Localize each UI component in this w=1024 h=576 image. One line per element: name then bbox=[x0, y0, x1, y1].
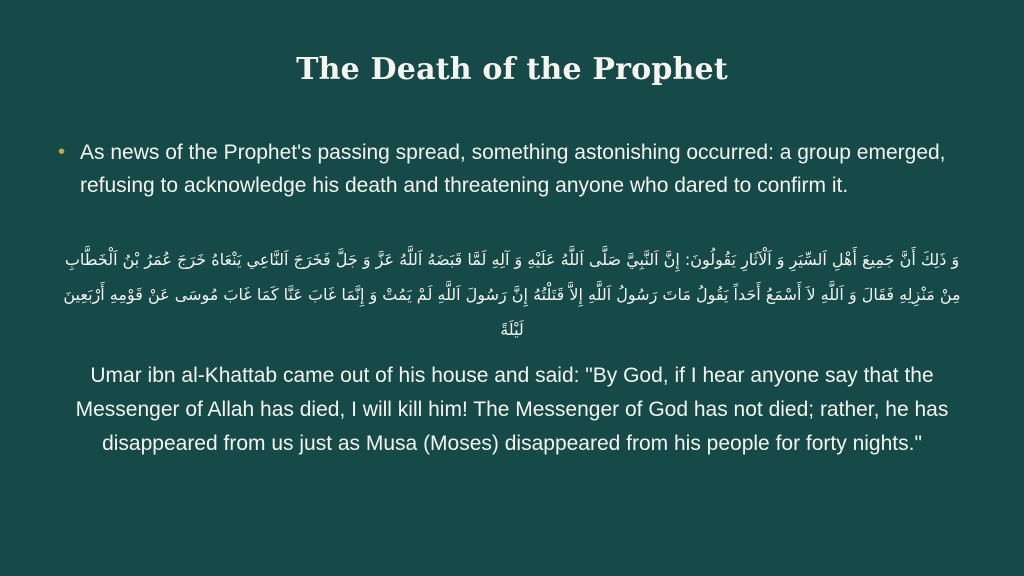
slide-title: The Death of the Prophet bbox=[296, 52, 728, 87]
english-translation: Umar ibn al-Khattab came out of his house and said: "By God, if I hear anyone say that the Messenger of Allah has died, I will kill him! The Messenger of God has not died; rather, he has disappeared from us just as Musa (Moses) disappeared from his people for forty nights." bbox=[75, 364, 949, 455]
arabic-quote: وَ ذَلِكَ أَنَّ جَمِيعَ أَهْلِ اَلسِّيَرِ وَ اَلْآثَارِ يَقُولُونَ: إِنَّ اَلنَّبِيَّ صَلَّى اَللَّهُ عَلَيْهِ وَ آلِهِ لَمَّا قَبَضَهُ اَللَّهُ عَزَّ وَ جَلَّ فَخَرَجَ اَلنَّاعِي يَنْعَاهُ خَرَجَ عُمَرُ بْنُ اَلْخَطَّابِ مِنْ مَنْزِلِهِ فَقَالَ وَ اَللَّهِ لاَ أَسْمَعُ أَحَداً يَقُولُ مَاتَ رَسُولُ اَللَّهِ إِلاَّ قَتَلْتُهُ إِنَّ رَسُولَ اَللَّهِ لَمْ يَمُتْ وَ إِنَّمَا غَابَ عَنَّا كَمَا غَابَ مُوسَى عَنْ قَوْمِهِ أَرْبَعِينَ لَيْلَةً bbox=[63, 250, 961, 339]
bullet-item bbox=[56, 136, 968, 202]
bullet-dot-icon: • bbox=[58, 141, 66, 163]
bullet-text: As news of the Prophet's passing spread, something astonishing occurred: a group emerged, refusing to acknowledge his death and threatening anyone who dared to confirm it. bbox=[80, 141, 946, 197]
